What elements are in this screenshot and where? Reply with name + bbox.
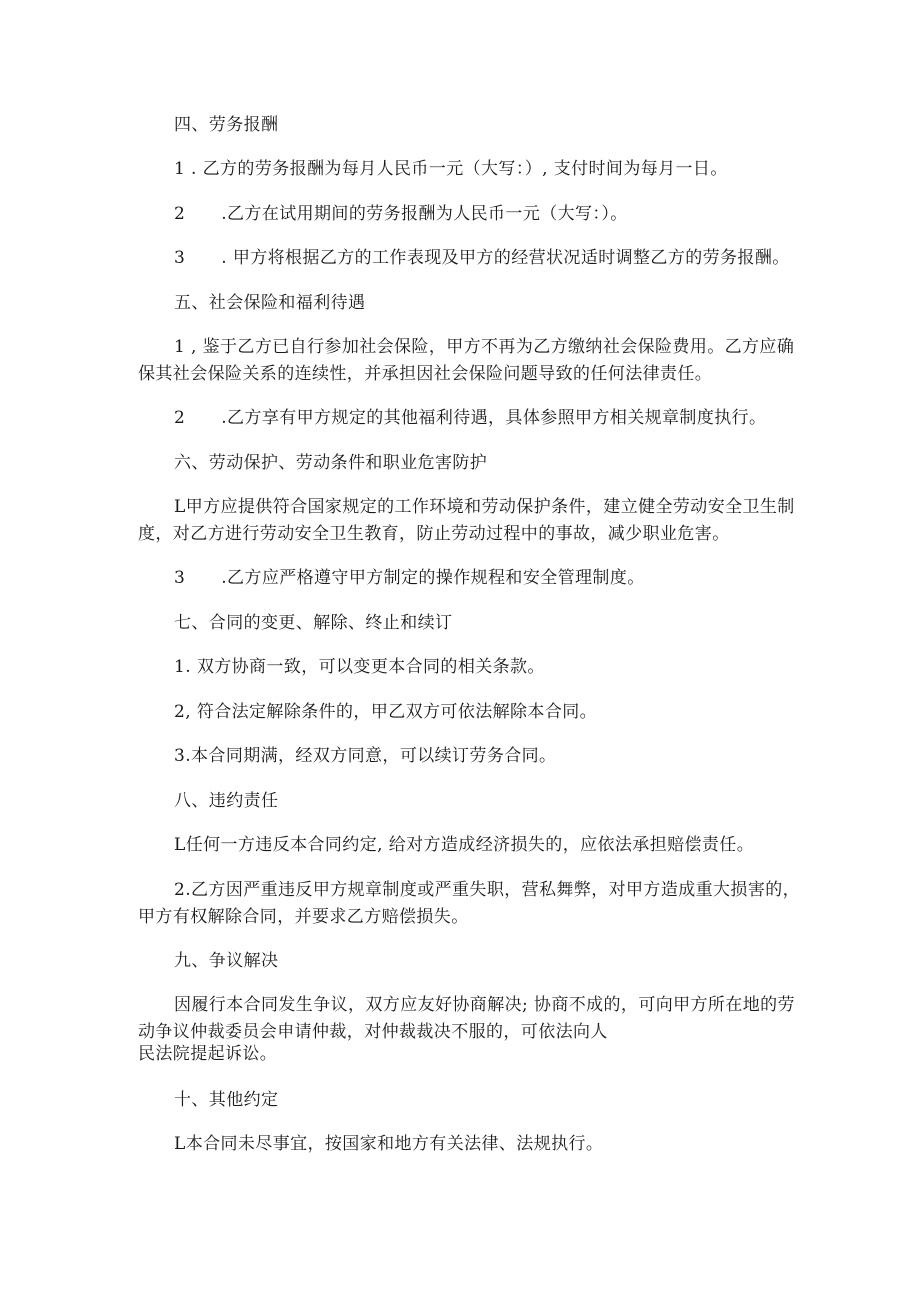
- clause-insurance-1-line2: 保其社会保险关系的连续性，并承担因社会保险问题导致的任何法律责任。: [138, 364, 713, 384]
- clause-protection-1-line2: 度，对乙方进行劳动安全卫生教育，防止劳动过程中的事故，减少职业危害。: [138, 524, 730, 544]
- section-heading-social-insurance: 五、社会保险和福利待遇: [174, 293, 366, 313]
- clause-insurance-2: [174, 405, 766, 432]
- clause-changes-2: 2, 符合法定解除条件的，甲乙双方可依法解除本合同。: [174, 702, 598, 722]
- clause-remuneration-2: [174, 201, 628, 228]
- section-heading-other: 十、其他约定: [174, 1090, 279, 1110]
- dispute-paragraph-line2: 动争议仲裁委员会申请仲裁，对仲裁裁决不服的，可依法向人: [138, 1022, 608, 1042]
- section-heading-remuneration: 四、劳务报酬: [174, 115, 279, 135]
- clause-text: .乙方享有甲方规定的其他福利待遇，具体参照甲方相关规章制度执行。: [221, 408, 767, 428]
- clause-number: 2: [174, 408, 186, 428]
- clause-remuneration-1: 1 . 乙方的劳务报酬为每月人民币一元（大写：）, 支付时间为每月一日。: [174, 159, 728, 179]
- section-heading-liability: 八、违约责任: [174, 791, 279, 811]
- clause-insurance-1-line1: 1 , 鉴于乙方已自行参加社会保险，甲方不再为乙方缴纳社会保险费用。乙方应确: [174, 337, 795, 357]
- clause-text: . 甲方将根据乙方的工作表现及甲方的经营状况适时调整乙方的劳务报酬。: [221, 248, 790, 268]
- clause-other-1: L本合同未尽事宜，按国家和地方有关法律、法规执行。: [174, 1134, 604, 1154]
- section-heading-labor-protection: 六、劳动保护、劳动条件和职业危害防护: [174, 453, 488, 473]
- clause-protection-1-line1: L甲方应提供符合国家规定的工作环境和劳动保护条件，建立健全劳动安全卫生制: [174, 497, 795, 517]
- clause-liability-2-line2: 甲方有权解除合同，并要求乙方赔偿损失。: [138, 907, 469, 927]
- clause-text: .乙方应严格遵守甲方制定的操作规程和安全管理制度。: [221, 568, 645, 588]
- clause-protection-3: [174, 565, 645, 592]
- clause-changes-3: 3.本合同期满，经双方同意，可以续订劳务合同。: [174, 746, 557, 766]
- clause-number: 2: [174, 204, 186, 224]
- clause-text: .乙方在试用期间的劳务报酬为人民币一元（大写：）。: [221, 204, 628, 224]
- clause-liability-2-line1: 2.乙方因严重违反甲方规章制度或严重失职，营私舞弊，对甲方造成重大损害的，: [174, 880, 801, 900]
- section-heading-dispute: 九、争议解决: [174, 951, 279, 971]
- dispute-paragraph-line1: 因履行本合同发生争议，双方应友好协商解决; 协商不成的，可向甲方所在地的劳: [174, 995, 795, 1015]
- clause-liability-1: L任何一方违反本合同约定, 给对方造成经济损失的，应依法承担赔偿责任。: [174, 835, 755, 855]
- dispute-paragraph-line3: 民法院提起诉讼。: [138, 1044, 278, 1064]
- clause-number: 3: [174, 248, 186, 268]
- clause-remuneration-3: [174, 245, 790, 272]
- clause-number: 3: [174, 568, 186, 588]
- section-heading-contract-changes: 七、合同的变更、解除、终止和续订: [174, 613, 453, 633]
- clause-changes-1: 1. 双方协商一致，可以变更本合同的相关条款。: [174, 657, 545, 677]
